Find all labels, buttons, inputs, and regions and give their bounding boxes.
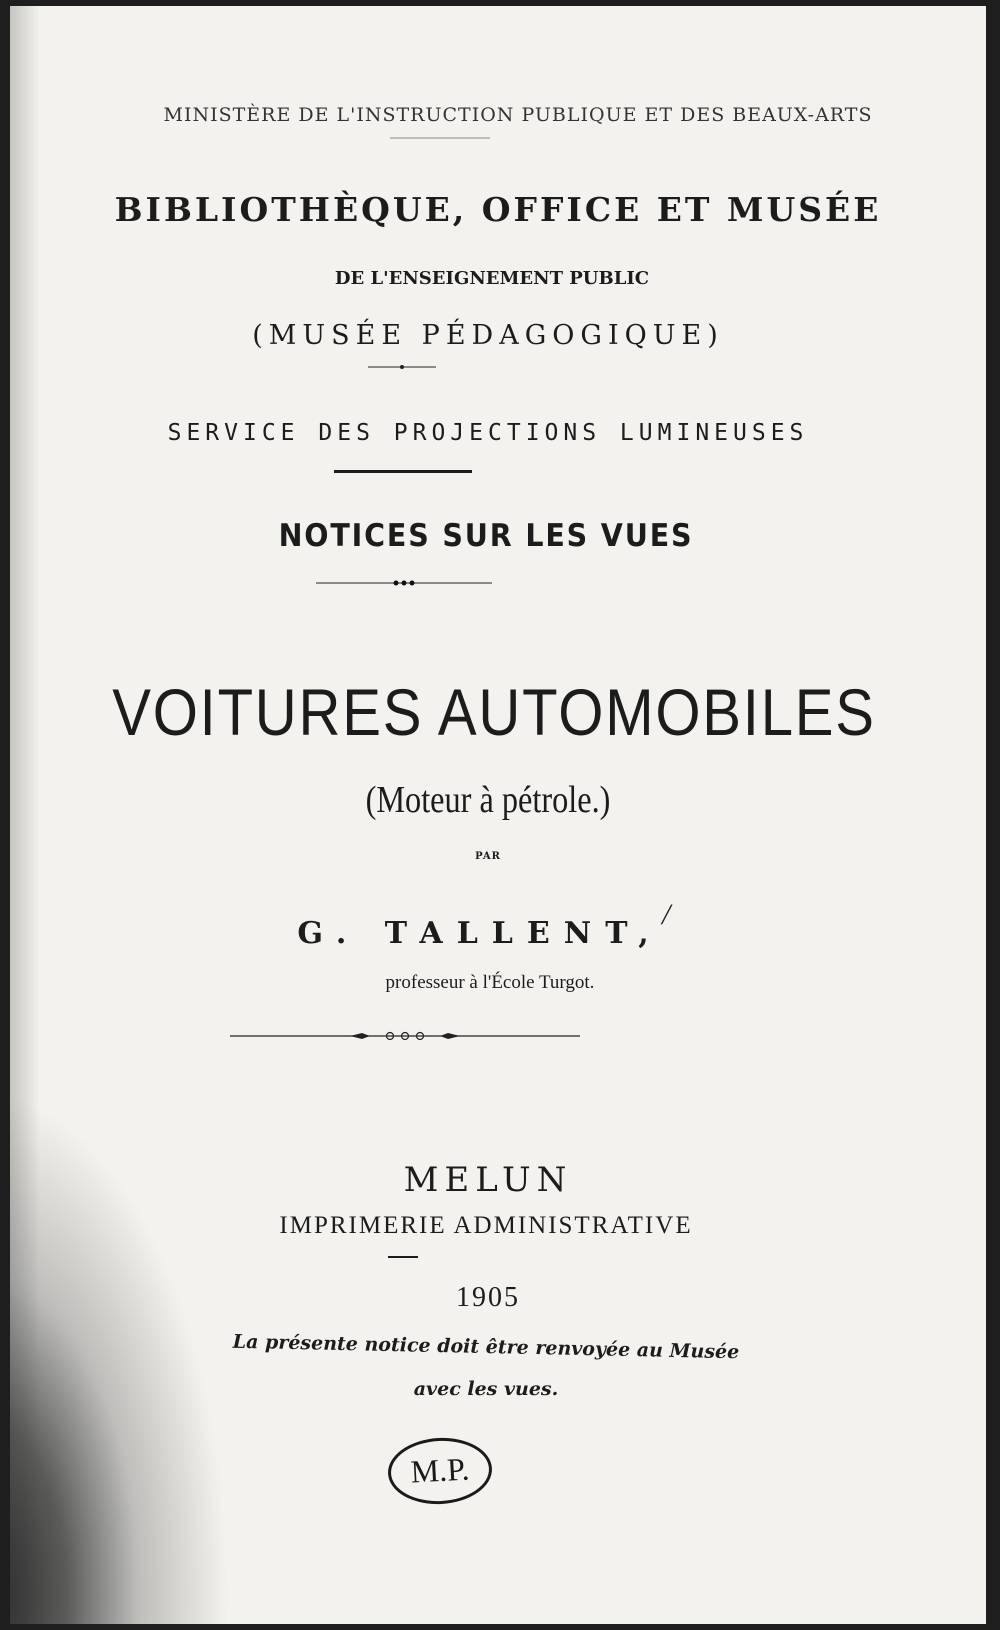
small-ornament-divider xyxy=(368,362,436,372)
handwritten-mark: / xyxy=(662,898,671,931)
publication-city: MELUN xyxy=(403,1160,573,1200)
author-name: G. TALLENT, xyxy=(297,916,663,951)
publication-year: 1905 xyxy=(456,1282,520,1313)
museum-stamp: M.P. xyxy=(386,1435,493,1506)
document-page xyxy=(10,6,986,1624)
short-divider xyxy=(388,1256,418,1258)
by-label: PAR xyxy=(475,851,501,862)
printer-name: IMPRIMERIE ADMINISTRATIVE xyxy=(279,1212,693,1239)
dotted-ornament-divider xyxy=(316,578,492,588)
document-title: VOITURES AUTOMOBILES xyxy=(112,675,876,749)
heavy-divider xyxy=(334,470,472,473)
ministry-underline xyxy=(390,134,490,142)
document-subtitle: (Moteur à pétrole.) xyxy=(365,779,611,821)
section-heading: NOTICES SUR LES VUES xyxy=(278,518,694,554)
return-note-line-1: La présente notice doit être renvoyée au Musée xyxy=(232,1330,740,1364)
museum-name: (MUSÉE PÉDAGOGIQUE) xyxy=(252,320,724,351)
decorative-divider xyxy=(230,1030,580,1042)
ministry-header: MINISTÈRE DE L'INSTRUCTION PUBLIQUE ET DES BEAUX-ARTS xyxy=(163,104,873,126)
institution-subtitle: DE L'ENSEIGNEMENT PUBLIC xyxy=(334,268,650,289)
author-title: professeur à l'École Turgot. xyxy=(385,972,595,993)
service-heading: SERVICE DES PROJECTIONS LUMINEUSES xyxy=(167,420,809,446)
institution-name: BIBLIOTHÈQUE, OFFICE ET MUSÉE xyxy=(114,190,882,229)
return-note-line-2: avec les vues. xyxy=(413,1378,559,1400)
